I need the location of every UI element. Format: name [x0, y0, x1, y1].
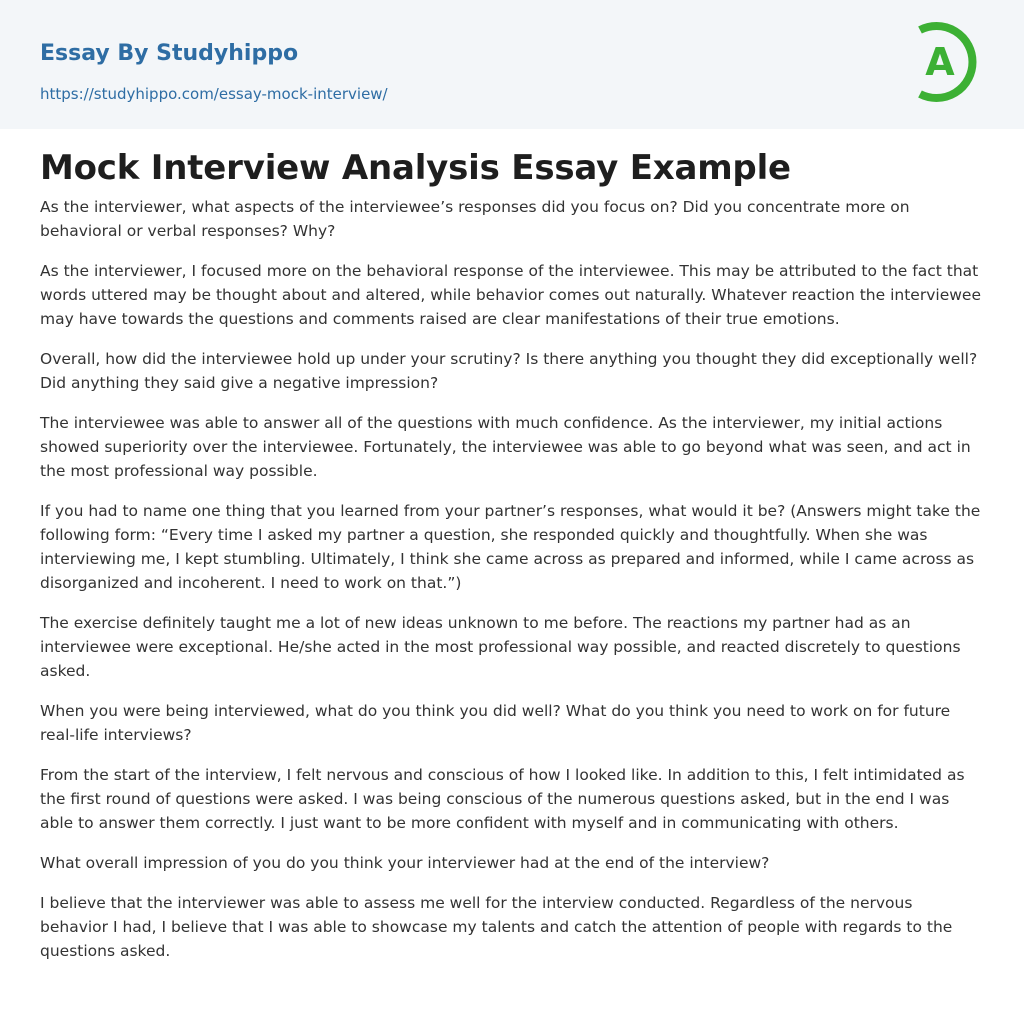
studyhippo-logo-icon[interactable]: [910, 18, 988, 106]
paragraph: From the start of the interview, I felt nervous and conscious of how I looked like. In addition to this, I felt intimidated as the first round of questions were asked. I was being conscious of the numerous questions asked, but in the end I was able to answer them correctly. I just want to be more confident with myself and in communicating with others.: [40, 766, 965, 832]
paragraph: As the interviewer, I focused more on the behavioral response of the interviewee. This may be attributed to the fact that words uttered may be thought about and altered, while behavior comes out naturally. Whatever reaction the interviewee may have towards the questions and comments raised are clear manifestations of their true emotions.: [40, 262, 981, 328]
paragraph: I believe that the interviewer was able to assess me well for the interview conducted. Regardless of the nervous behavior I had, I believe that I was able to showcase my talents and catch the attention of people with regards to the questions asked.: [40, 894, 953, 960]
logo-letter: A: [925, 40, 955, 84]
paragraph: The exercise definitely taught me a lot of new ideas unknown to me before. The reactions my partner had as an interviewee were exceptional. He/she acted in the most professional way possible, and reacted discretely to questions asked.: [40, 614, 961, 680]
paragraph: If you had to name one thing that you learned from your partner’s responses, what would it be? (Answers might take the following form: “Every time I asked my partner a question, she responded quickly and thoughtfully. When she was interviewing me, I kept stumbling. Ultimately, I think she came across as prepared and informed, while I came across as disorganized and incoherent. I need to work on that.”): [40, 502, 981, 592]
paragraph: What overall impression of you do you think your interviewer had at the end of the interview?: [40, 854, 770, 872]
paragraph: As the interviewer, what aspects of the interviewee’s responses did you focus on? Did you concentrate more on behavioral or verbal responses? Why?: [40, 198, 910, 240]
page-title: Mock Interview Analysis Essay Example: [40, 148, 791, 188]
paragraph: Overall, how did the interviewee hold up under your scrutiny? Is there anything you thought they did exceptionally well? Did anything they said give a negative impression?: [40, 350, 978, 392]
essay-url-link[interactable]: https://studyhippo.com/essay-mock-interview/: [40, 85, 388, 103]
paragraph: The interviewee was able to answer all of the questions with much confidence. As the interviewer, my initial actions showed superiority over the interviewee. Fortunately, the interviewee was able to go beyond what was seen, and act in the most professional way possible.: [40, 414, 971, 480]
essay-body: [40, 195, 985, 979]
site-brand[interactable]: Essay By Studyhippo: [40, 41, 299, 66]
paragraph: When you were being interviewed, what do you think you did well? What do you think you need to work on for future real-life interviews?: [40, 702, 951, 744]
